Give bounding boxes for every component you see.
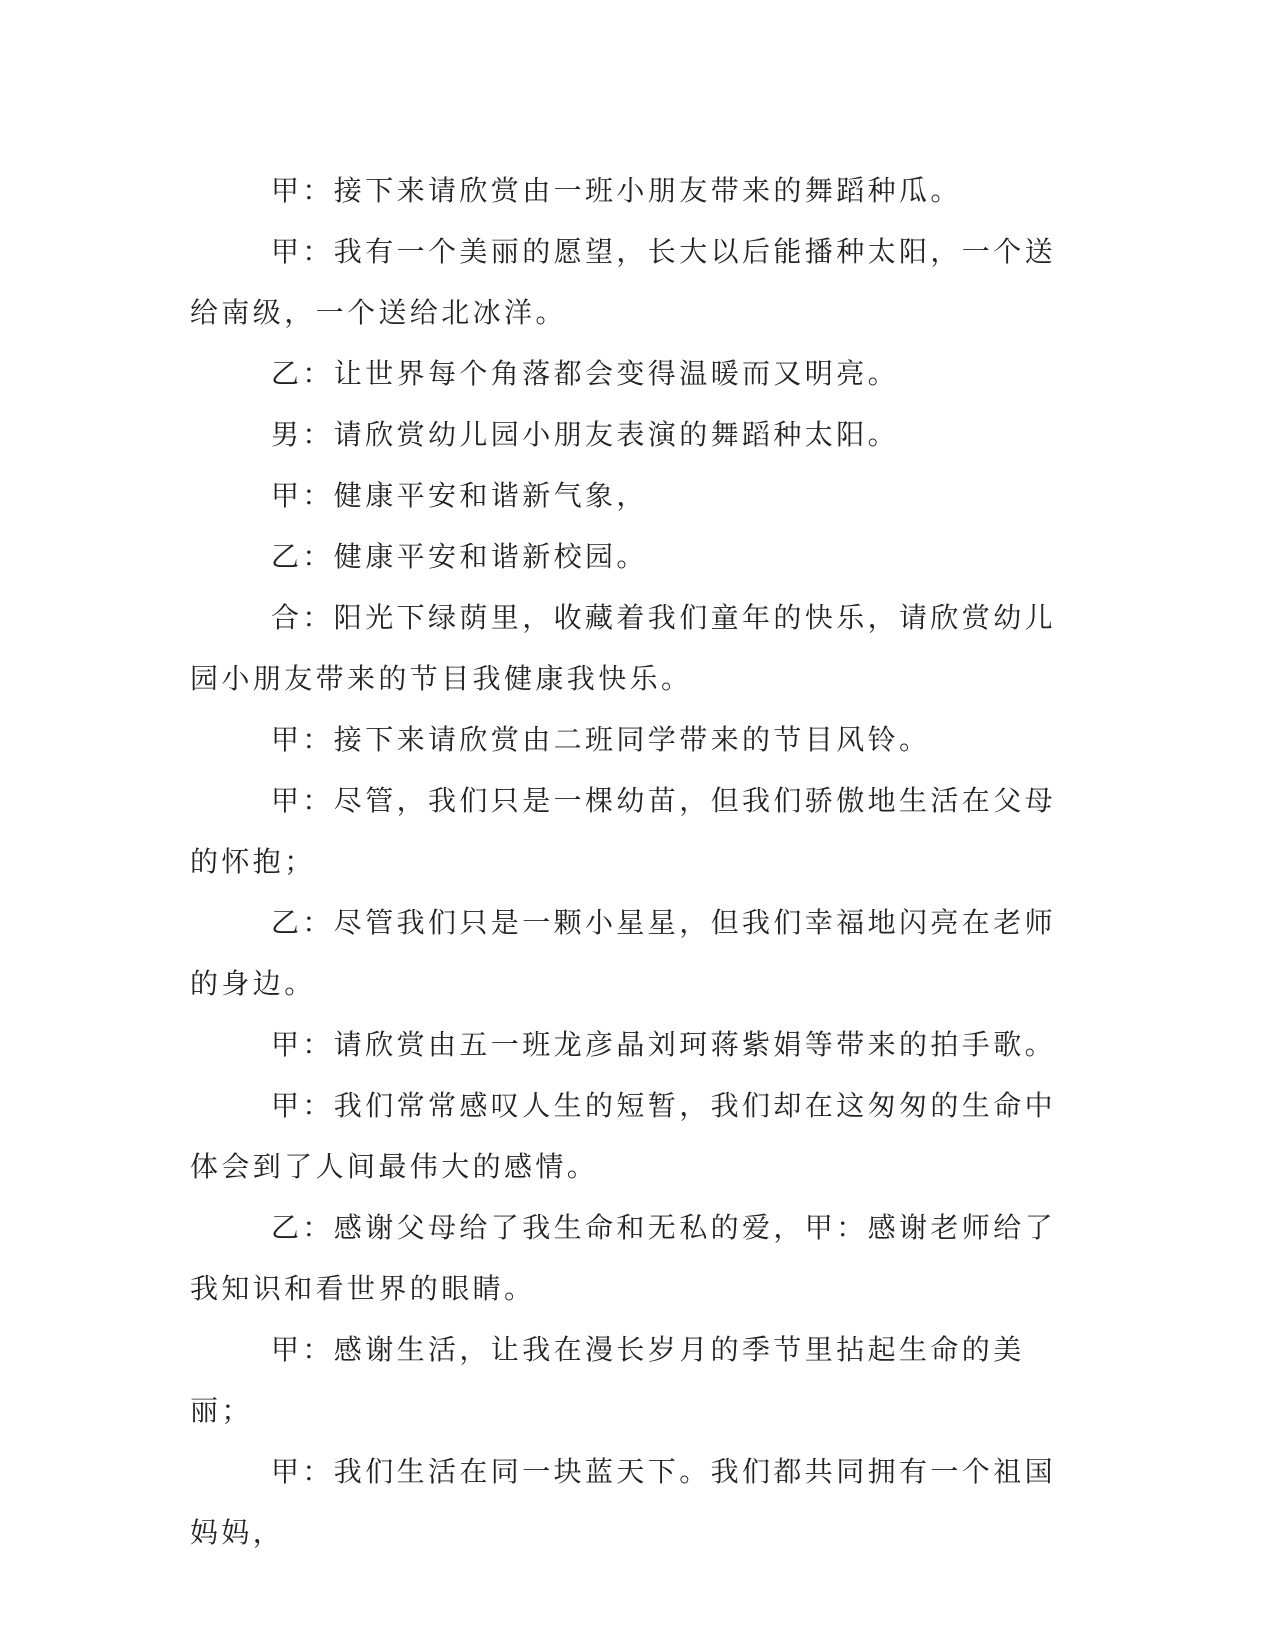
- paragraph-3: 乙：让世界每个角落都会变得温暖而又明亮。: [271, 357, 900, 390]
- paragraph-7: 合：阳光下绿荫里，收藏着我们童年的快乐，请欣赏幼儿园小朋友带来的节目我健康我快乐。: [190, 601, 1057, 695]
- script-text: [190, 160, 1080, 1563]
- paragraph-8: 甲：接下来请欣赏由二班同学带来的节目风铃。: [271, 723, 931, 756]
- paragraph-15: 甲：我们生活在同一块蓝天下。我们都共同拥有一个祖国妈妈，: [190, 1455, 1057, 1549]
- paragraph-4: 男：请欣赏幼儿园小朋友表演的舞蹈种太阳。: [271, 418, 900, 451]
- paragraph-1: 甲：接下来请欣赏由一班小朋友带来的舞蹈种瓜。: [271, 174, 962, 207]
- paragraph-2: 甲：我有一个美丽的愿望，长大以后能播种太阳，一个送给南级，一个送给北冰洋。: [190, 235, 1057, 329]
- paragraph-10: 乙：尽管我们只是一颗小星星，但我们幸福地闪亮在老师的身边。: [190, 906, 1057, 1000]
- paragraph-14: 甲：感谢生活，让我在漫长岁月的季节里拈起生命的美丽；: [190, 1333, 1025, 1427]
- paragraph-12: 甲：我们常常感叹人生的短暂，我们却在这匆匆的生命中体会到了人间最伟大的感情。: [190, 1089, 1057, 1183]
- paragraph-13: 乙：感谢父母给了我生命和无私的爱，甲：感谢老师给了我知识和看世界的眼睛。: [190, 1211, 1057, 1305]
- paragraph-9: 甲：尽管，我们只是一棵幼苗，但我们骄傲地生活在父母的怀抱；: [190, 784, 1057, 878]
- paragraph-11: 甲：请欣赏由五一班龙彦晶刘珂蒋紫娟等带来的拍手歌。: [271, 1028, 1057, 1061]
- paragraph-5: 甲：健康平安和谐新气象，: [271, 479, 648, 512]
- paragraph-6: 乙：健康平安和谐新校园。: [271, 540, 648, 573]
